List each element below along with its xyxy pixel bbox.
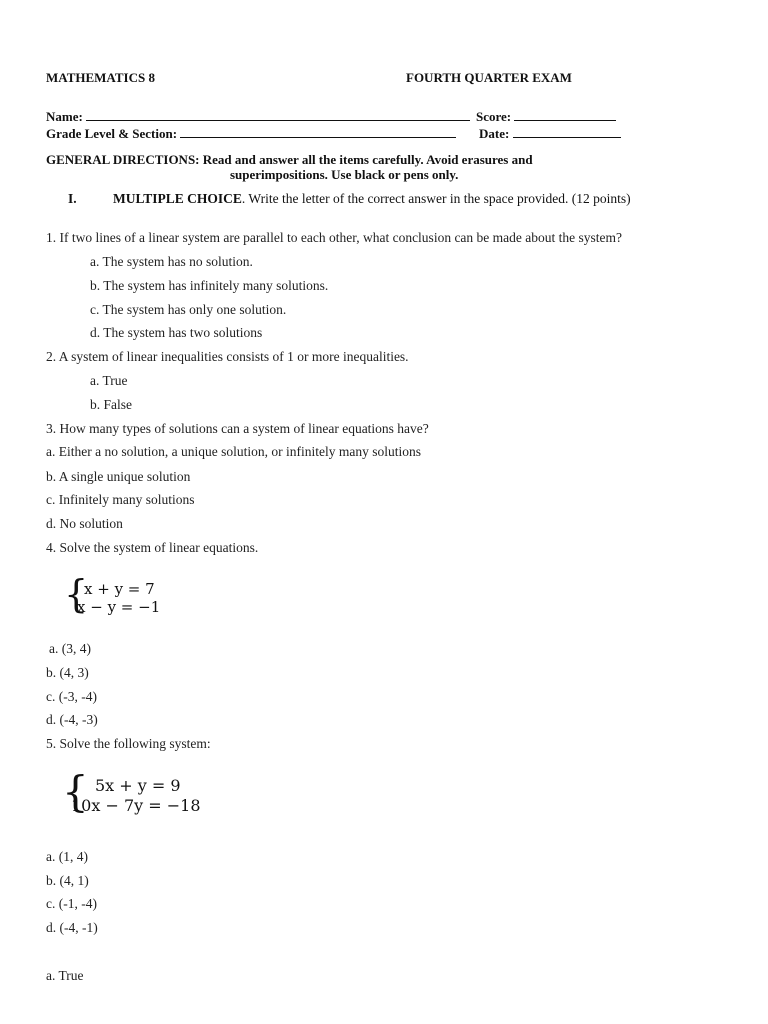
section-numeral: I. xyxy=(68,191,77,206)
score-field[interactable] xyxy=(514,109,616,121)
q4-equation-1: x + y = 7 xyxy=(84,580,155,598)
question-5: 5. Solve the following system: xyxy=(46,736,211,751)
q5-equation-1: 5x + y = 9 xyxy=(95,776,181,795)
question-2: 2. A system of linear inequalities consists of 1 or more inequalities. xyxy=(46,349,409,364)
name-row xyxy=(46,109,470,125)
score-label: Score: xyxy=(476,109,512,124)
q1-choice-a[interactable]: a. The system has no solution. xyxy=(90,254,253,269)
date-label: Date: xyxy=(479,126,510,141)
q4-choice-b[interactable]: b. (4, 3) xyxy=(46,665,89,680)
q5-choice-a[interactable]: a. (1, 4) xyxy=(46,849,88,864)
name-field[interactable] xyxy=(86,109,470,121)
left-brace-icon: { xyxy=(62,767,89,816)
q5-choice-d[interactable]: d. (-4, -1) xyxy=(46,920,98,935)
q3-choice-c[interactable]: c. Infinitely many solutions xyxy=(46,492,195,507)
q3-choice-b[interactable]: b. A single unique solution xyxy=(46,469,191,484)
directions-line-1: GENERAL DIRECTIONS: Read and answer all the items carefully. Avoid erasures and xyxy=(46,152,533,167)
q4-equation-2: x − y = −1 xyxy=(77,598,161,616)
trailing-choice-a[interactable]: a. True xyxy=(46,968,84,983)
q3-choice-d[interactable]: d. No solution xyxy=(46,516,123,531)
subject-title: MATHEMATICS 8 xyxy=(46,70,155,85)
grade-section-field[interactable] xyxy=(180,126,456,138)
exam-title: FOURTH QUARTER EXAM xyxy=(406,70,572,85)
q4-choice-d[interactable]: d. (-4, -3) xyxy=(46,712,98,727)
q2-choice-b[interactable]: b. False xyxy=(90,397,132,412)
grade-label: Grade Level & Section: xyxy=(46,126,178,141)
q5-choice-c[interactable]: c. (-1, -4) xyxy=(46,896,97,911)
q4-choice-c[interactable]: c. (-3, -4) xyxy=(46,689,97,704)
score-row xyxy=(476,109,616,125)
grade-row xyxy=(46,126,456,142)
q3-choice-a[interactable]: a. Either a no solution, a unique solution, or infinitely many solutions xyxy=(46,444,421,459)
q1-choice-d[interactable]: d. The system has two solutions xyxy=(90,325,263,340)
date-field[interactable] xyxy=(513,126,621,138)
name-label: Name: xyxy=(46,109,83,124)
q4-equation-system xyxy=(64,572,194,618)
q5-equation-2: 10x − 7y = −18 xyxy=(71,796,201,815)
section-title: MULTIPLE CHOICE xyxy=(113,191,242,206)
directions-line-2: superimpositions. Use black or pens only. xyxy=(230,167,459,182)
q5-choice-b[interactable]: b. (4, 1) xyxy=(46,873,89,888)
q1-choice-b[interactable]: b. The system has infinitely many solutions. xyxy=(90,278,329,293)
q2-choice-a[interactable]: a. True xyxy=(90,373,128,388)
question-1: 1. If two lines of a linear system are parallel to each other, what conclusion can be made about the system? xyxy=(46,230,623,245)
date-row xyxy=(479,126,621,142)
q1-choice-c[interactable]: c. The system has only one solution. xyxy=(90,302,287,317)
question-3: 3. How many types of solutions can a system of linear equations have? xyxy=(46,421,429,436)
q5-equation-system xyxy=(62,767,232,818)
question-4: 4. Solve the system of linear equations. xyxy=(46,540,259,555)
left-brace-icon: { xyxy=(64,572,89,616)
section-instruction: . Write the letter of the correct answer in the space provided. (12 points) xyxy=(241,191,631,206)
section-heading xyxy=(113,191,631,207)
q4-choice-a[interactable]: a. (3, 4) xyxy=(49,641,91,656)
